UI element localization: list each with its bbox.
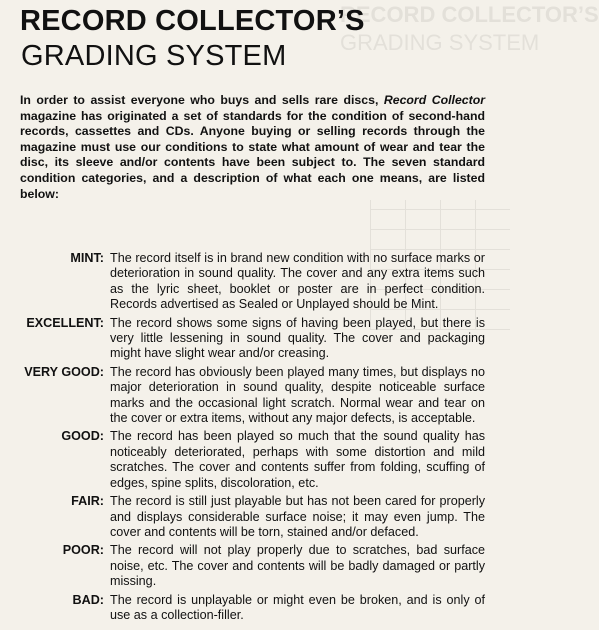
grade-description: The record is unplayable or might even be broken, and is only of use as a collection-filler. xyxy=(110,592,485,622)
grade-list xyxy=(20,251,485,626)
grade-description: The record is still just playable but has not been cared for properly and displays considerable surface noise; it may even jump. The cover and contents will be torn, stained and/or defaced. xyxy=(110,494,485,539)
bleed-through-title-line2: GRADING SYSTEM xyxy=(340,30,540,55)
page-title-line1: RECORD COLLECTOR’S xyxy=(20,5,365,37)
grade-row-bad xyxy=(20,593,485,624)
grade-label: VERY GOOD: xyxy=(24,364,104,379)
grade-row-poor xyxy=(20,543,485,589)
grade-label: EXCELLENT: xyxy=(26,315,104,330)
grade-description: The record has obviously been played many times, but displays no major deterioration in sound quality, despite noticeable surface marks and the occasional light scratch. Normal wear and tear on the cover or extra items, without any major defects, is acceptable. xyxy=(110,364,485,426)
grade-row-very-good xyxy=(20,365,485,427)
grade-label: GOOD: xyxy=(61,429,104,444)
grade-row-good xyxy=(20,429,485,491)
grade-row-fair xyxy=(20,494,485,540)
intro-text-before: In order to assist everyone who buys and sells rare discs, xyxy=(20,93,384,107)
grade-description: The record shows some signs of having been played, but there is very little lessening in sound quality. The cover and packaging might have slight wear and/or creasing. xyxy=(110,315,485,361)
intro-text-after: magazine has originated a set of standards for the condition of second-hand records, cassettes and CDs. Anyone buying or selling records through the magazine must use our conditions to state what amount of wear and tear the disc, its sleeve and/or contents have been subject to. The seven standard condition categories, and a description of what each one means, are listed below: xyxy=(20,108,485,201)
grade-label: FAIR: xyxy=(71,494,104,509)
grade-row-excellent xyxy=(20,316,485,362)
grade-label: POOR: xyxy=(62,543,104,558)
grade-description: The record will not play properly due to scratches, bad surface noise, etc. The cover and contents will be badly damaged or partly missing. xyxy=(110,543,485,589)
grade-description: The record itself is in brand new condition with no surface marks or deterioration in sound quality. The cover and any extra items such as the lyric sheet, booklet or poster are in perfect condition. Records advertised as Sealed or Unplayed should be Mint. xyxy=(110,251,485,312)
bleed-through-title-line1: RECORD COLLECTOR’S xyxy=(340,2,599,27)
grade-row-mint xyxy=(20,251,485,313)
grade-label: MINT: xyxy=(70,251,104,265)
grade-description: The record has been played so much that the sound quality has noticeably deteriorated, perhaps with some distortion and mild scratches. The cover and contents suffer from folding, scuffing of edges, spine splits, discoloration, etc. xyxy=(110,429,485,490)
intro-paragraph xyxy=(20,93,485,202)
page-title-line2: GRADING SYSTEM xyxy=(21,40,287,72)
intro-magazine-name: Record Collector xyxy=(383,93,486,107)
grade-label: BAD: xyxy=(72,592,104,607)
